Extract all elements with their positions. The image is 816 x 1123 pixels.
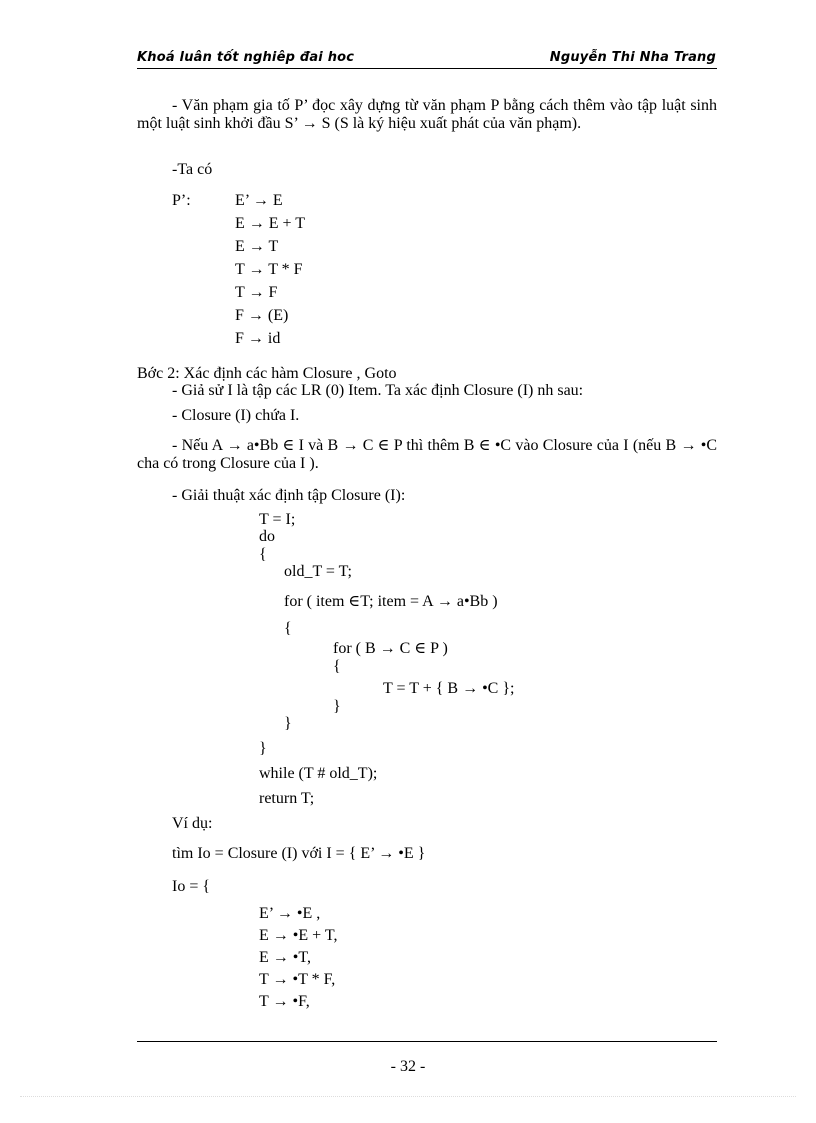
algorithm-line: }	[259, 740, 267, 757]
closure-item: T → •T * F,	[259, 971, 336, 988]
header-thesis-title: Khoá luân tốt nghiêp đai hoc	[137, 50, 355, 65]
grammar-rule: F → (E)	[235, 307, 289, 324]
header-author: Nguyễn Thi Nha Trang	[549, 50, 716, 65]
closure-rule-paragraph	[137, 437, 717, 472]
grammar-rule: T → F	[235, 284, 278, 301]
algorithm-line: {	[333, 658, 341, 675]
step2-line: - Closure (I) chứa I.	[172, 407, 300, 424]
grammar-rule: T → T * F	[235, 261, 303, 278]
header-divider	[137, 68, 717, 69]
footer-divider	[137, 1041, 717, 1042]
algorithm-line: }	[284, 715, 292, 732]
step2-heading: Bớc 2: Xác định các hàm Closure , Goto	[137, 365, 397, 382]
closure-item: E → •T,	[259, 949, 311, 966]
step2-line: - Giải thuật xác định tập Closure (I):	[172, 487, 406, 504]
closure-rule-text: - Nếu A → a•Bb ∈ I và B → C ∈ P thì thêm B ∈ •C vào Closure của I (nếu B → •C cha có trong Closure của I ).	[137, 437, 717, 472]
algorithm-line: {	[284, 620, 292, 637]
algorithm-line: while (T # old_T);	[259, 765, 378, 782]
closure-item: E’ → •E ,	[259, 905, 321, 922]
example-find-line: tìm Io = Closure (I) với I = { E’ → •E }	[172, 845, 426, 862]
grammar-rule: E → T	[235, 238, 279, 255]
example-heading: Ví dụ:	[172, 815, 213, 832]
grammar-rule: E’ → E	[235, 192, 283, 209]
algorithm-line: for ( B → C ∈ P )	[333, 640, 448, 657]
algorithm-line: for ( item ∈T; item = A → a•Bb )	[284, 593, 498, 610]
grammar-label: P’:	[172, 192, 191, 209]
algorithm-line: do	[259, 528, 275, 545]
algorithm-line: {	[259, 546, 267, 563]
intro-paragraph-text: - Văn phạm gia tố P’ đọc xây dựng từ văn phạm P bằng cách thêm vào tập luật sinh một luật sinh khởi đầu S’ → S (S là ký hiệu xuất phát của văn phạm).	[137, 97, 717, 132]
page-edge-dotted-line	[20, 1096, 796, 1097]
grammar-rule: E → E + T	[235, 215, 306, 232]
algorithm-line: T = T + { B → •C };	[383, 680, 515, 697]
grammar-rule: F → id	[235, 330, 281, 347]
closure-item: E → •E + T,	[259, 927, 338, 944]
ta-co-line: -Ta có	[172, 161, 213, 178]
algorithm-line: return T;	[259, 790, 315, 807]
io-open-brace: Io = {	[172, 878, 211, 895]
algorithm-line: }	[333, 698, 341, 715]
algorithm-line: old_T = T;	[284, 563, 352, 580]
step2-line: - Giả sử I là tập các LR (0) Item. Ta xác định Closure (I) nh sau:	[172, 382, 584, 399]
page-number: - 32 -	[390, 1058, 426, 1075]
algorithm-line: T = I;	[259, 511, 296, 528]
closure-item: T → •F,	[259, 993, 310, 1010]
intro-paragraph	[137, 97, 717, 132]
